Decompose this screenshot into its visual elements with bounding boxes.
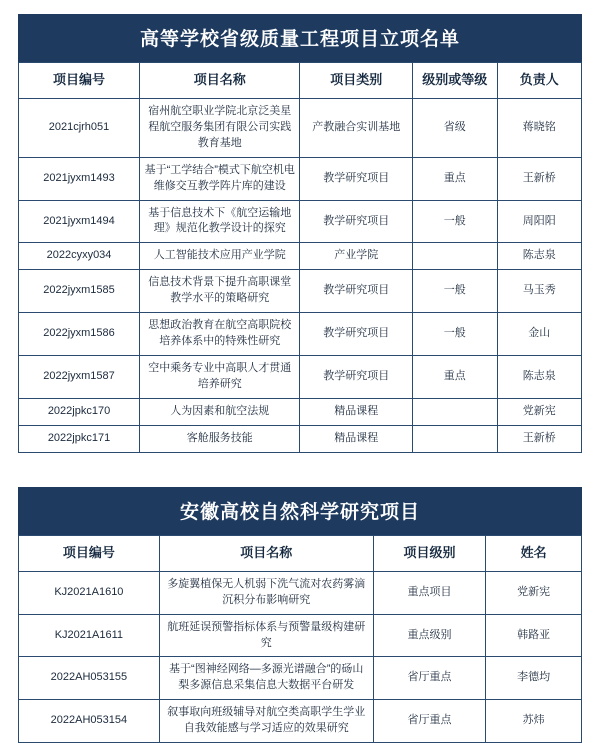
table-row — [19, 313, 582, 356]
table-row — [19, 270, 582, 313]
table-row — [19, 356, 582, 399]
cell-project-level — [413, 425, 497, 452]
cell-project-name: 基于“工学结合”模式下航空机电维修交互教学阵片库的建设 — [140, 157, 300, 200]
cell-project-name: 基于“图神经网络—多源光谱融合”的砀山梨多源信息采集信息大数据平台研发 — [159, 657, 373, 700]
cell-project-level: 一般 — [413, 313, 497, 356]
cell-project-category: 精品课程 — [300, 398, 413, 425]
table-row — [19, 157, 582, 200]
cell-project-name: 多旋翼植保无人机弱下洗气流对农药雾滴沉积分布影响研究 — [159, 571, 373, 614]
cell-project-category: 教学研究项目 — [300, 157, 413, 200]
table-title-2: 安徽高校自然科学研究项目 — [18, 487, 582, 535]
section-divider — [18, 453, 582, 487]
cell-project-category: 教学研究项目 — [300, 313, 413, 356]
cell-project-level: 重点项目 — [373, 571, 486, 614]
cell-project-code: 2022AH053155 — [19, 657, 160, 700]
cell-project-level: 一般 — [413, 200, 497, 243]
cell-project-level: 重点 — [413, 356, 497, 399]
column-header-project-category: 项目类别 — [300, 63, 413, 99]
cell-project-code: 2022cyxy034 — [19, 243, 140, 270]
cell-leader: 陈志泉 — [497, 243, 581, 270]
cell-person-name: 党新宪 — [486, 571, 582, 614]
cell-leader: 周阳阳 — [497, 200, 581, 243]
cell-project-code: KJ2021A1610 — [19, 571, 160, 614]
cell-leader: 金山 — [497, 313, 581, 356]
cell-project-name: 基于信息技术下《航空运输地理》规范化教学设计的探究 — [140, 200, 300, 243]
column-header-person-name: 姓名 — [486, 535, 582, 571]
cell-project-category: 教学研究项目 — [300, 270, 413, 313]
table-row — [19, 200, 582, 243]
table-header-row — [19, 63, 582, 99]
cell-person-name: 韩路亚 — [486, 614, 582, 657]
cell-leader: 蒋晓铭 — [497, 98, 581, 157]
cell-project-category: 教学研究项目 — [300, 356, 413, 399]
cell-project-level: 省级 — [413, 98, 497, 157]
cell-project-category: 教学研究项目 — [300, 200, 413, 243]
cell-project-level: 省厅重点 — [373, 657, 486, 700]
cell-project-name: 宿州航空职业学院北京泛美星程航空服务集团有限公司实践教育基地 — [140, 98, 300, 157]
cell-project-code: 2022jpkc171 — [19, 425, 140, 452]
cell-leader: 党新宪 — [497, 398, 581, 425]
cell-project-code: 2022jyxm1587 — [19, 356, 140, 399]
table-row — [19, 657, 582, 700]
column-header-project-level: 项目级别 — [373, 535, 486, 571]
cell-leader: 王新桥 — [497, 425, 581, 452]
cell-project-category: 产教融合实训基地 — [300, 98, 413, 157]
cell-project-code: KJ2021A1611 — [19, 614, 160, 657]
natural-science-projects-table — [18, 535, 582, 743]
table-row — [19, 700, 582, 743]
table-row — [19, 425, 582, 452]
table-row — [19, 614, 582, 657]
cell-project-code: 2022jpkc170 — [19, 398, 140, 425]
cell-leader: 马玉秀 — [497, 270, 581, 313]
cell-person-name: 李德均 — [486, 657, 582, 700]
cell-project-level — [413, 398, 497, 425]
column-header-leader: 负责人 — [497, 63, 581, 99]
table-row — [19, 243, 582, 270]
quality-projects-table — [18, 62, 582, 453]
cell-project-name: 航班延误预警指标体系与预警量级构建研究 — [159, 614, 373, 657]
cell-project-name: 空中乘务专业中高职人才贯通培养研究 — [140, 356, 300, 399]
table-row — [19, 398, 582, 425]
cell-project-name: 信息技术背景下提升高职课堂教学水平的策略研究 — [140, 270, 300, 313]
table-row — [19, 98, 582, 157]
cell-project-code: 2022jyxm1585 — [19, 270, 140, 313]
table-block-quality-projects — [18, 14, 582, 453]
cell-project-name: 人为因素和航空法规 — [140, 398, 300, 425]
cell-leader: 王新桥 — [497, 157, 581, 200]
cell-person-name: 苏炜 — [486, 700, 582, 743]
cell-project-level: 省厅重点 — [373, 700, 486, 743]
cell-project-code: 2021jyxm1494 — [19, 200, 140, 243]
cell-project-name: 叙事取向班级辅导对航空类高职学生学业自我效能感与学习适应的效果研究 — [159, 700, 373, 743]
cell-leader: 陈志泉 — [497, 356, 581, 399]
cell-project-category: 产业学院 — [300, 243, 413, 270]
table-row — [19, 571, 582, 614]
cell-project-code: 2021jyxm1493 — [19, 157, 140, 200]
column-header-project-code: 项目编号 — [19, 535, 160, 571]
cell-project-code: 2021cjrh051 — [19, 98, 140, 157]
cell-project-name: 客舱服务技能 — [140, 425, 300, 452]
cell-project-level: 重点 — [413, 157, 497, 200]
table-title-1: 高等学校省级质量工程项目立项名单 — [18, 14, 582, 62]
cell-project-level — [413, 243, 497, 270]
cell-project-name: 人工智能技术应用产业学院 — [140, 243, 300, 270]
cell-project-code: 2022AH053154 — [19, 700, 160, 743]
table-header-row — [19, 535, 582, 571]
table-block-natural-science-projects — [18, 487, 582, 743]
cell-project-level: 一般 — [413, 270, 497, 313]
cell-project-code: 2022jyxm1586 — [19, 313, 140, 356]
cell-project-level: 重点级别 — [373, 614, 486, 657]
column-header-project-name: 项目名称 — [159, 535, 373, 571]
cell-project-name: 思想政治教育在航空高职院校培养体系中的特殊性研究 — [140, 313, 300, 356]
column-header-project-name: 项目名称 — [140, 63, 300, 99]
column-header-project-level: 级别或等级 — [413, 63, 497, 99]
cell-project-category: 精品课程 — [300, 425, 413, 452]
column-header-project-code: 项目编号 — [19, 63, 140, 99]
